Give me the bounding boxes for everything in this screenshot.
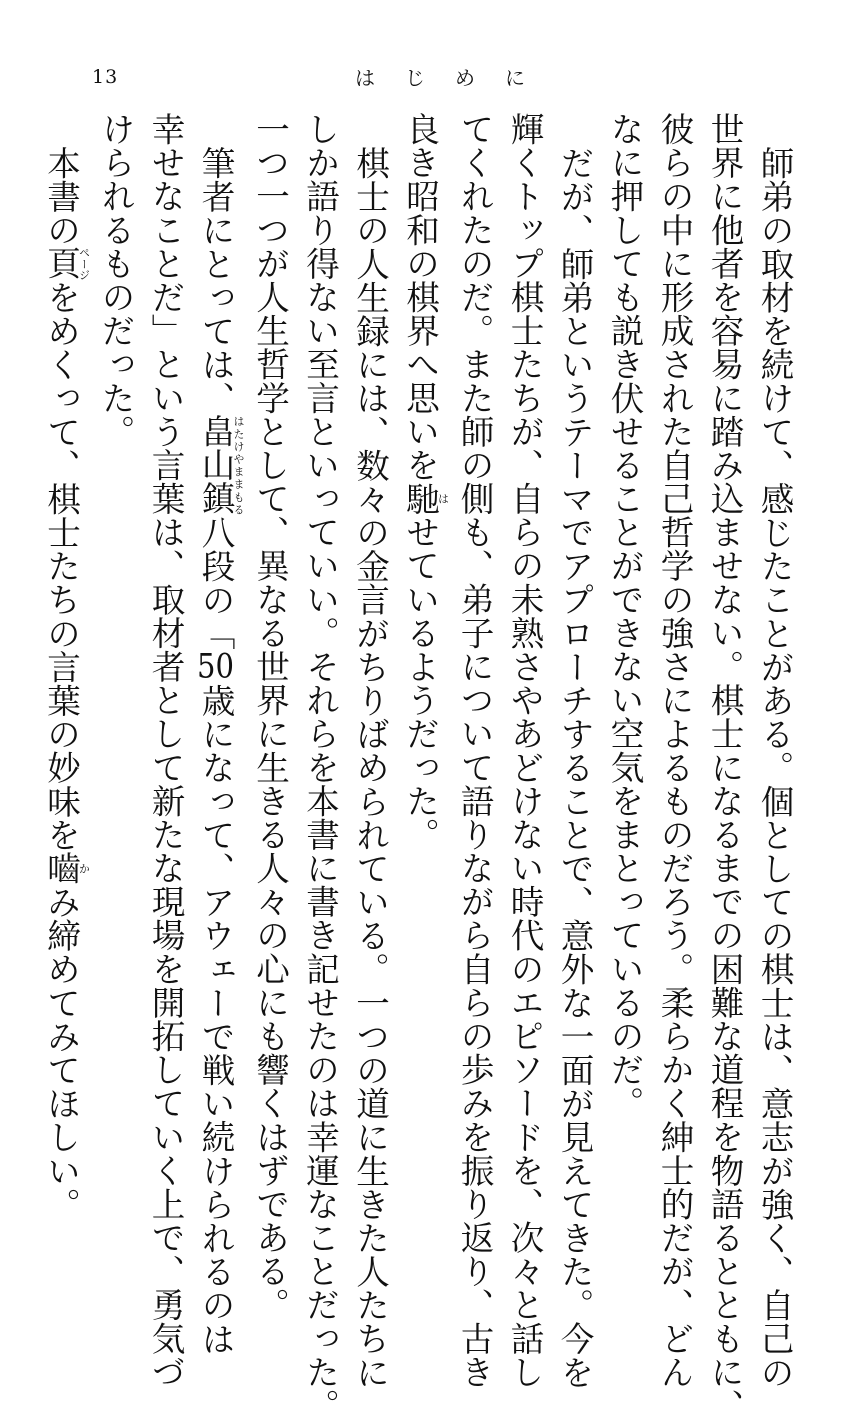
ruby-reading: は — [436, 481, 450, 516]
page-number: 13 — [92, 66, 119, 88]
text-line: 輝くトップ棋士たちが、自らの未熟さやあどけない時代のエピソードを、次々と話し — [505, 112, 544, 1389]
text-line — [36, 112, 91, 1221]
ruby-page — [41, 246, 91, 280]
ruby-reading: か — [77, 851, 91, 885]
ruby-base: 頁 — [41, 246, 81, 280]
text-line: てくれたのだ。また師の側も、弟子について語りながら自らの歩みを振り返り、古き — [455, 112, 494, 1389]
body-text — [36, 112, 800, 1422]
text-run: せているようだった。 — [400, 515, 440, 851]
text-line — [395, 112, 450, 1122]
ruby-base: 嚙 — [41, 851, 81, 885]
text-line: けられるものだった。 — [96, 112, 135, 448]
age-number: 50 — [197, 649, 234, 684]
ruby-reading: はたけやままもる — [232, 414, 245, 516]
text-run: 八段の「 — [196, 515, 235, 650]
ruby-base: 馳 — [400, 481, 440, 516]
ruby-hatakeyama — [196, 414, 245, 516]
text-line: しか語り得ない至言といっていい。それらを本書に書き記せたのは幸運なことだった。 — [300, 112, 340, 1422]
text-line: 一つ一つが人生哲学として、異なる世界に生きる人々の心にも響くはずである。 — [250, 112, 290, 1322]
text-line: だが、師弟というテーマでアプローチすることで、意外な一面が見えてきた。今を — [555, 145, 594, 1389]
text-run: 良き昭和の棋界へ思いを — [400, 112, 440, 482]
text-line: 棋士の人生録には、数々の金言がちりばめられている。一つの道に生きた人たちに — [350, 145, 390, 1389]
text-line: 世界に他者を容易に踏み込ませない。棋士になるまでの困難な道程を物語るとともに、 — [705, 112, 744, 1422]
text-run: 筆者にとっては、 — [196, 145, 235, 415]
text-line: 師弟の取材を続けて、感じたことがある。個としての棋士は、意志が強く、自己の — [755, 145, 794, 1389]
running-head: はじめに — [355, 66, 555, 90]
text-line: 幸せなことだ」という言葉は、取材者として新たな現場を開拓していく上で、勇気づ — [146, 112, 185, 1389]
ruby-hase — [400, 481, 450, 516]
text-run: をめくって、棋士たちの言葉の妙味を — [41, 279, 81, 851]
ruby-kamu — [41, 851, 91, 885]
text-run: み締めてみてほしい。 — [41, 884, 81, 1221]
text-run: 本書の — [41, 145, 81, 247]
text-run: 歳になって、アウェーで戦い続けられるのは — [196, 683, 235, 1355]
text-line — [190, 112, 245, 1355]
text-line: なに押しても説き伏せることができない空気をまとっているのだ。 — [605, 112, 644, 1120]
ruby-base: 畠山鎮 — [196, 414, 235, 516]
text-line: 彼らの中に形成された自己哲学の強さによるものだろう。柔らかく紳士的だが、どん — [655, 112, 694, 1389]
ruby-reading: ページ — [77, 246, 91, 280]
